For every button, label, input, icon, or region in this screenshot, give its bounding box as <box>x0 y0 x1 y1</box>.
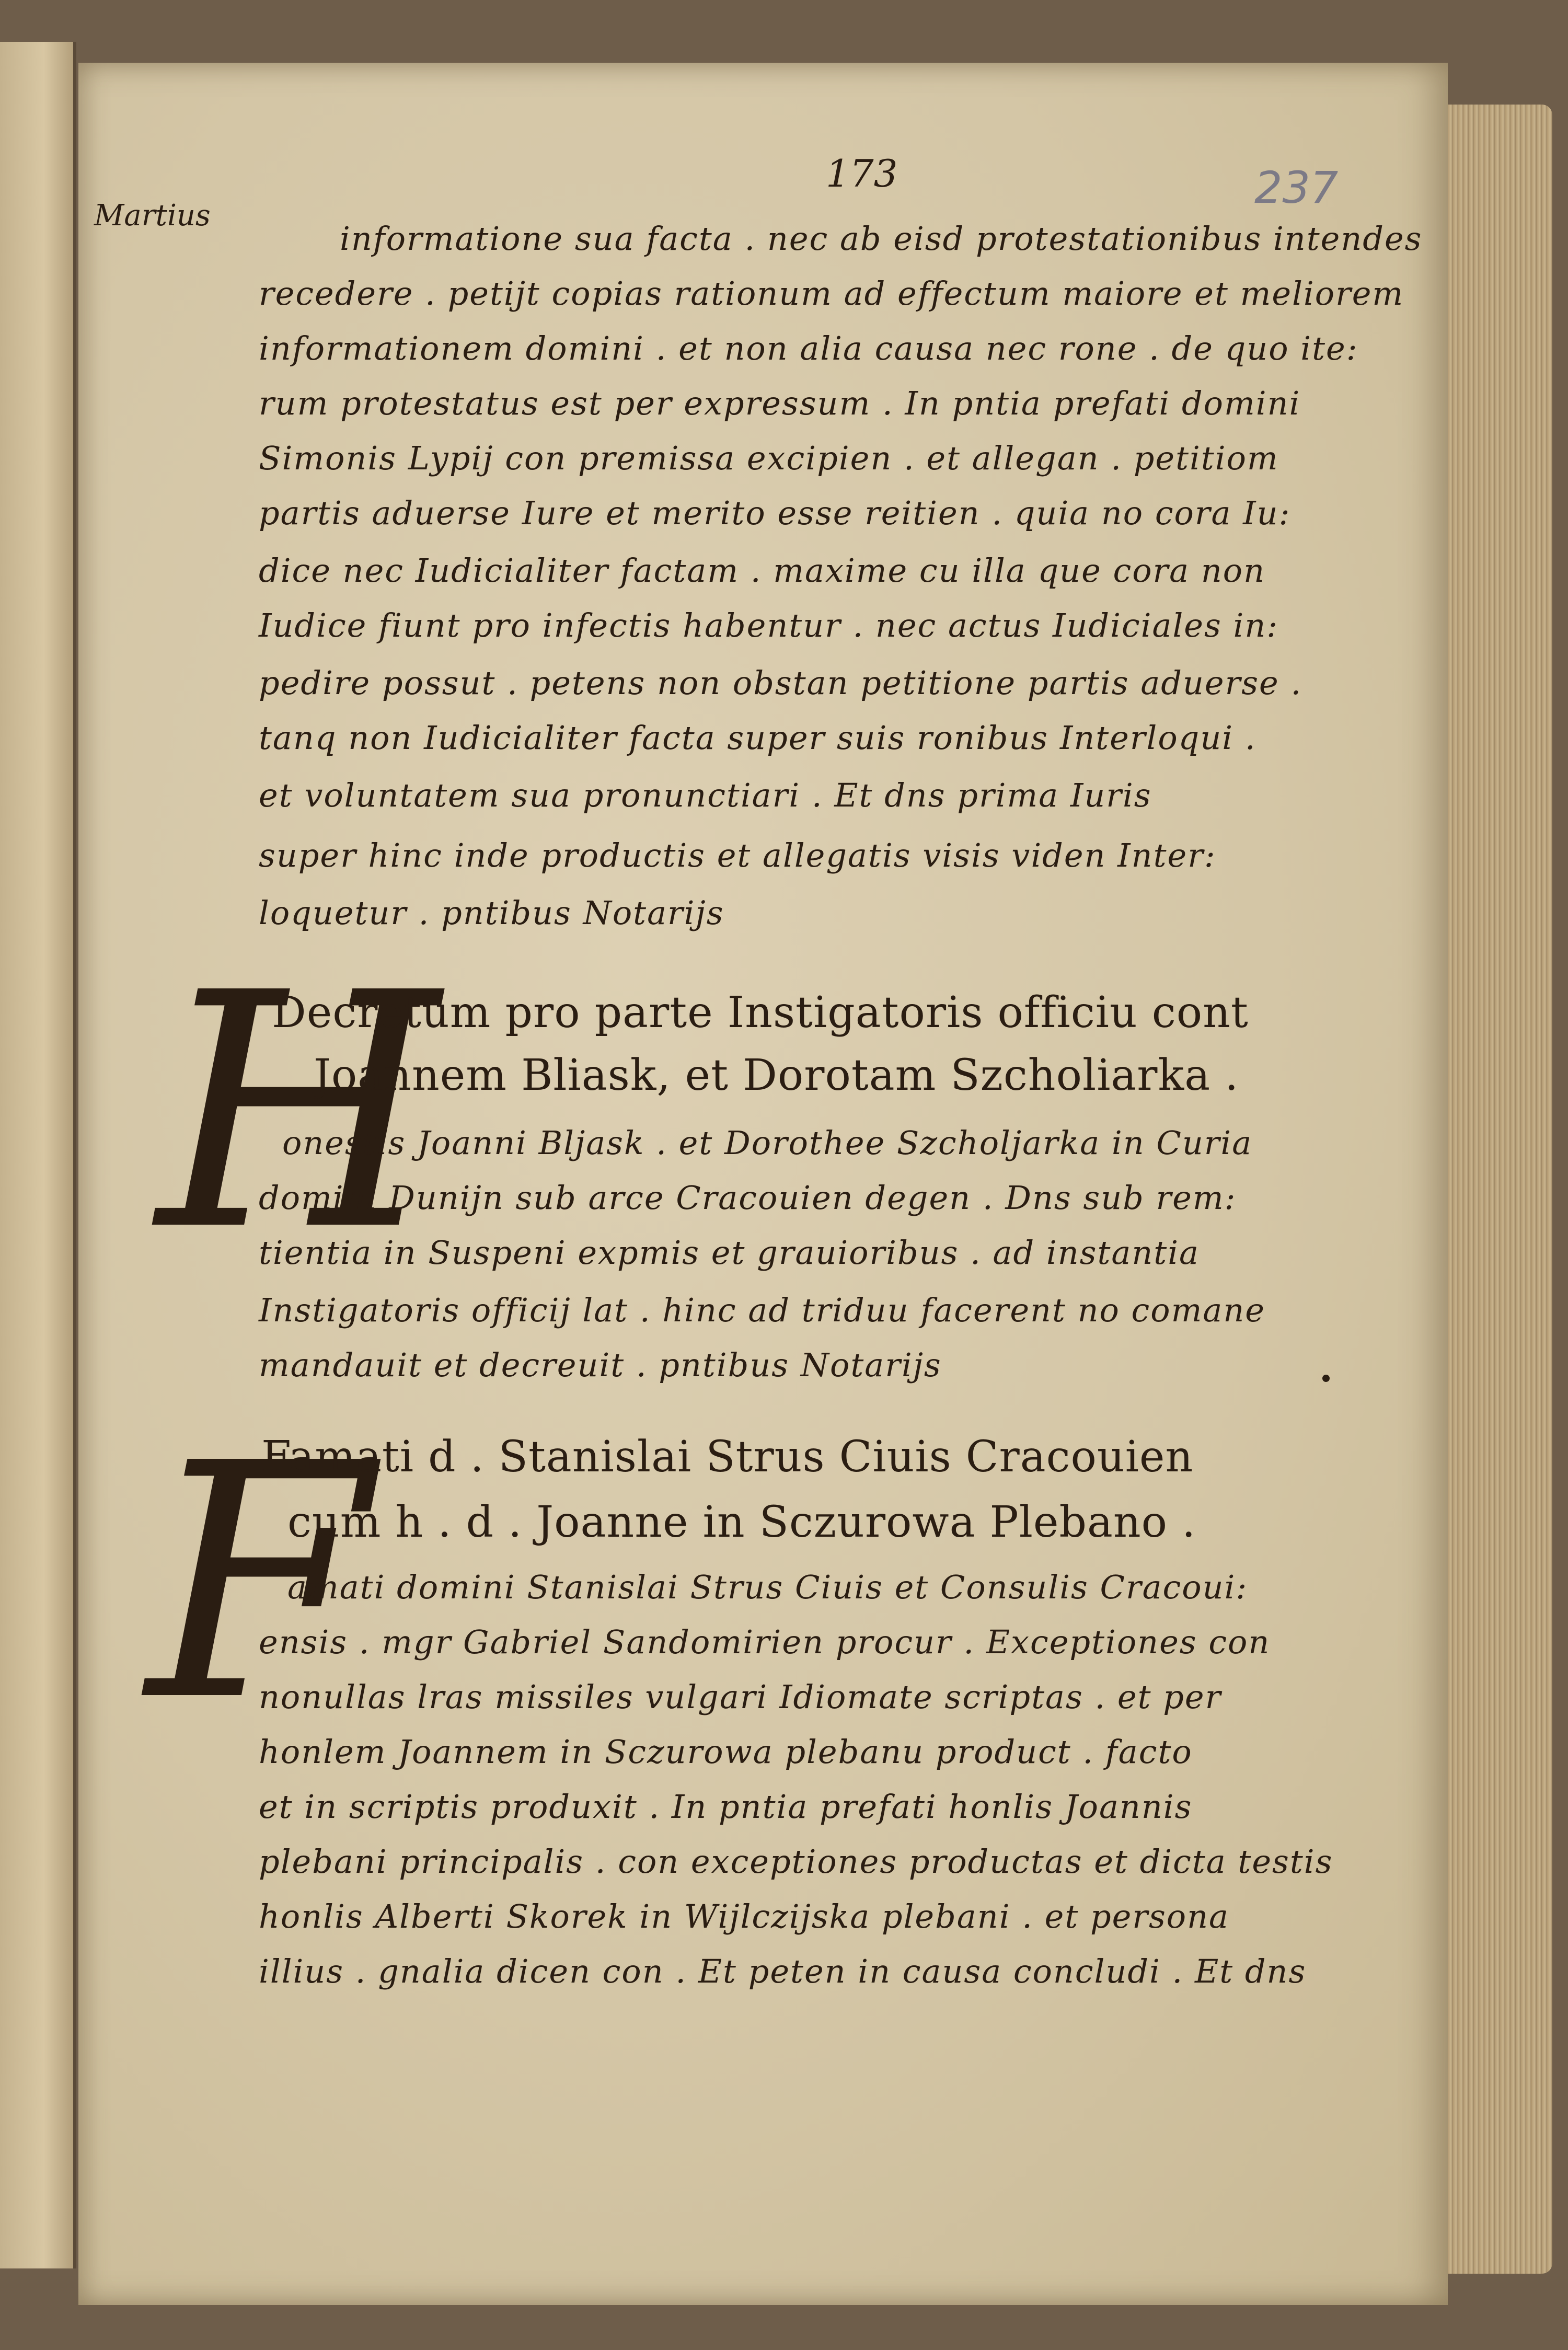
text-line: rum protestatus est per expressum . In pntia prefati domini <box>259 384 1301 422</box>
text-line: informatione sua facta . nec ab eisd protestationibus intendes <box>340 220 1423 258</box>
text-line: ensis . mgr Gabriel Sandomirien procur . Exceptiones con <box>259 1623 1271 1661</box>
text-line: Simonis Lypij con premissa excipien . et allegan . petitiom <box>259 439 1279 477</box>
text-line: tientia in Suspeni expmis et grauioribus . ad instantia <box>259 1234 1200 1272</box>
margin-note: Martius <box>94 199 211 233</box>
text-line: Instigatoris officij lat . hinc ad triduu facerent no comane <box>259 1291 1265 1329</box>
text-line: loquetur . pntibus Notarijs <box>259 894 724 932</box>
manuscript-page <box>78 63 1448 2305</box>
text-line: et voluntatem sua pronunctiari . Et dns prima Iuris <box>259 776 1152 814</box>
ink-dot <box>1322 1375 1330 1382</box>
text-line: plebani principalis . con exceptiones productas et dicta testis <box>259 1842 1333 1881</box>
text-line: partis aduerse Iure et merito esse reitien . quia no cora Iu: <box>259 494 1291 532</box>
folio-pencil-number: 237 <box>1254 162 1339 213</box>
text-line: amati domini Stanislai Strus Ciuis et Consulis Cracoui: <box>287 1568 1248 1606</box>
section-heading: Joannem Bliask, et Dorotam Szcholiarka . <box>314 1051 1239 1100</box>
decorated-initial: H <box>157 925 440 1301</box>
text-line: recedere . petijt copias rationum ad effectum maiore et meliorem <box>259 274 1404 313</box>
text-line: tanq non Iudicialiter facta super suis ronibus Interloqui . <box>259 719 1256 757</box>
text-line: super hinc inde productis et allegatis visis viden Inter: <box>259 836 1216 874</box>
section-heading: Decretum pro parte Instigatoris officiu cont <box>272 988 1249 1038</box>
text-line: honlis Alberti Skorek in Wijlczijska plebani . et persona <box>259 1897 1230 1936</box>
text-line: informationem domini . et non alia causa nec rone . de quo ite: <box>259 329 1358 367</box>
text-line: dice nec Iudicialiter factam . maxime cu illa que cora non <box>259 551 1266 590</box>
text-line: domini Dunijn sub arce Cracouien degen . Dns sub rem: <box>259 1179 1237 1217</box>
text-line: nonullas lras missiles vulgari Idiomate scriptas . et per <box>259 1678 1222 1716</box>
section-heading: Famati d . Stanislai Strus Ciuis Cracouien <box>261 1432 1194 1482</box>
page-stack-edge <box>1448 105 1552 2274</box>
section-heading: cum h . d . Joanne in Sczurowa Plebano . <box>287 1497 1196 1547</box>
text-line: pedire possut . petens non obstan petitione partis aduerse . <box>259 664 1302 702</box>
text-line: onestis Joanni Bljask . et Dorothee Szcholjarka in Curia <box>282 1124 1253 1162</box>
text-line: Iudice fiunt pro infectis habentur . nec actus Iudiciales in: <box>259 606 1279 644</box>
text-line: et in scriptis produxit . In pntia prefati honlis Joannis <box>259 1788 1193 1826</box>
text-line: honlem Joannem in Sczurowa plebanu product . facto <box>259 1733 1193 1771</box>
facing-page-edge <box>0 42 76 2268</box>
decorated-initial: F <box>146 1395 372 1772</box>
text-line: mandauit et decreuit . pntibus Notarijs <box>259 1346 942 1384</box>
folio-ink-number: 173 <box>826 152 898 195</box>
text-line: illius . gnalia dicen con . Et peten in causa concludi . Et dns <box>259 1952 1307 1990</box>
